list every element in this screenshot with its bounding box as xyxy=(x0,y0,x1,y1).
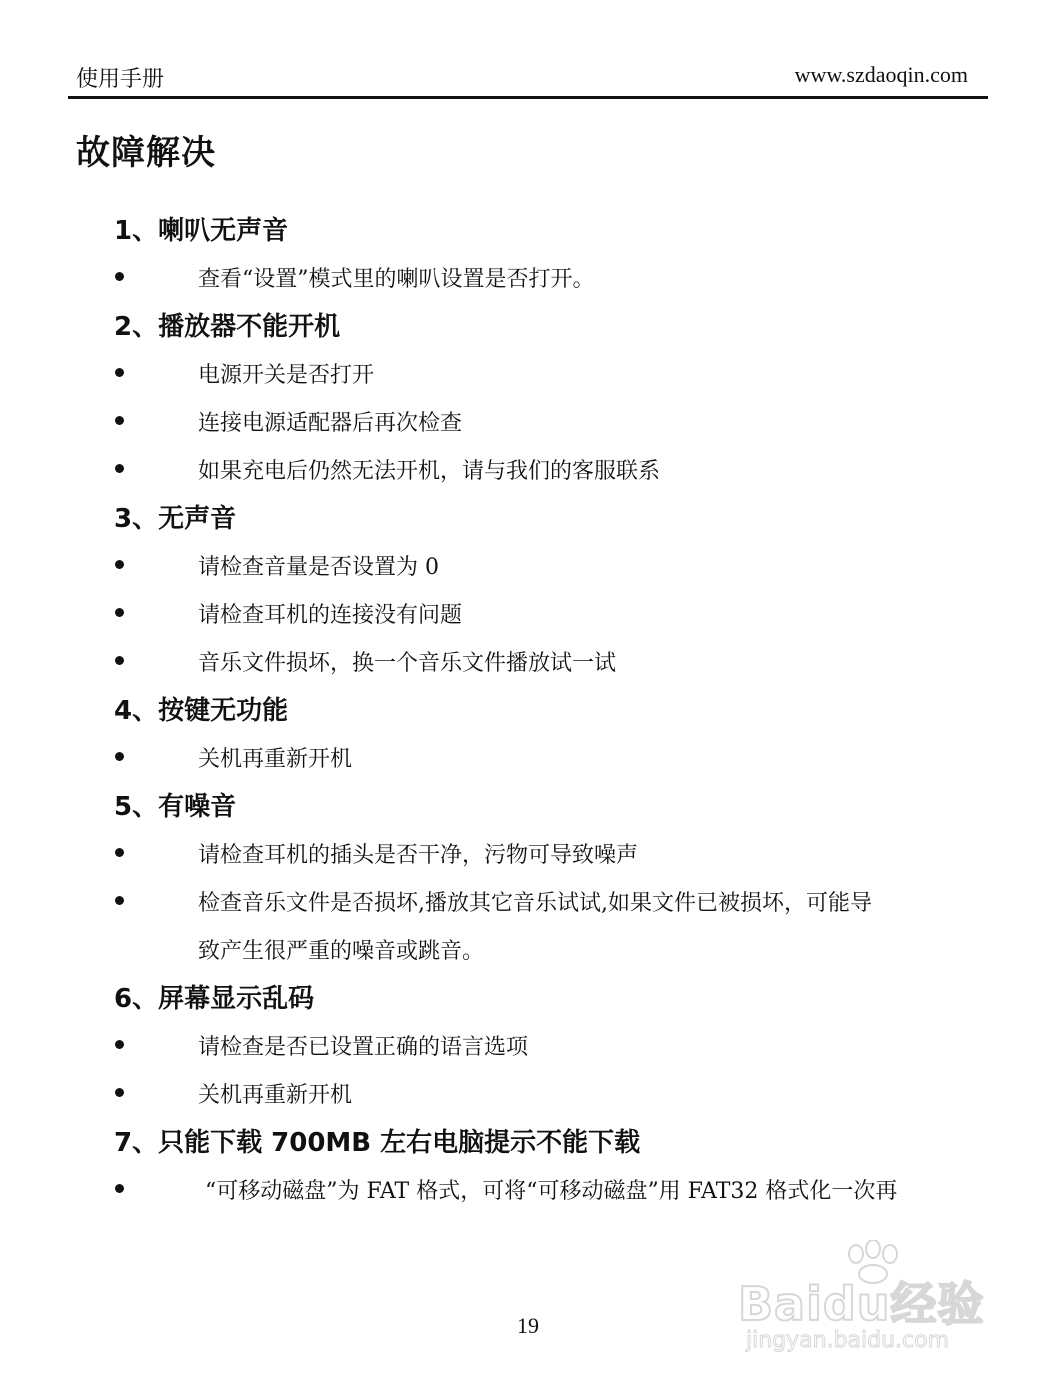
header-manual-label: 使用手册 xyxy=(76,67,165,92)
section-heading: 3、无声音 xyxy=(114,504,237,534)
watermark-logo: Baidu经验 xyxy=(738,1277,985,1331)
bullet-dot-icon xyxy=(115,368,124,377)
list-item-continuation: 致产生很严重的噪音或跳音。 xyxy=(198,939,485,964)
bullet-dot-icon xyxy=(115,608,124,617)
bullet-dot-icon xyxy=(115,416,124,425)
list-item: 关机再重新开机 xyxy=(198,747,353,772)
bullet-dot-icon xyxy=(115,656,124,665)
watermark-url: jingyan.baidu.com xyxy=(746,1328,950,1353)
bullet-dot-icon xyxy=(115,560,124,569)
section-heading: 7、只能下载 700MB 左右电脑提示不能下载 xyxy=(114,1128,641,1158)
list-item: 音乐文件损坏，换一个音乐文件播放试一试 xyxy=(198,651,617,676)
list-item: 连接电源适配器后再次检查 xyxy=(198,411,463,436)
section-heading: 2、播放器不能开机 xyxy=(114,312,341,342)
list-item: 请检查耳机的连接没有问题 xyxy=(198,603,463,628)
bullet-dot-icon xyxy=(115,1088,124,1097)
list-item: 如果充电后仍然无法开机，请与我们的客服联系 xyxy=(198,459,661,484)
page-title: 故障解决 xyxy=(76,133,216,173)
baidu-watermark xyxy=(738,1240,988,1360)
list-item: 查看“设置”模式里的喇叭设置是否打开。 xyxy=(198,267,595,292)
list-item: 请检查音量是否设置为 0 xyxy=(198,555,439,580)
bullet-dot-icon xyxy=(115,752,124,761)
page-number: 19 xyxy=(517,1313,539,1338)
section-heading: 5、有噪音 xyxy=(114,792,237,822)
section-heading: 4、按键无功能 xyxy=(114,696,289,726)
list-item: 关机再重新开机 xyxy=(198,1083,353,1108)
bullet-dot-icon xyxy=(115,272,124,281)
section-heading: 1、喇叭无声音 xyxy=(114,216,289,246)
page-header xyxy=(68,58,988,99)
list-item: 请检查耳机的插头是否干净，污物可导致噪声 xyxy=(198,843,639,868)
bullet-dot-icon xyxy=(115,848,124,857)
bullet-dot-icon xyxy=(115,1184,124,1193)
section-heading: 6、屏幕显示乱码 xyxy=(114,984,315,1014)
bullet-dot-icon xyxy=(115,896,124,905)
header-website: www.szdaoqin.com xyxy=(794,62,968,87)
list-item: 请检查是否已设置正确的语言选项 xyxy=(198,1035,529,1060)
bullet-dot-icon xyxy=(115,464,124,473)
list-item: “可移动磁盘”为 FAT 格式，可将“可移动磁盘”用 FAT32 格式化一次再 xyxy=(205,1179,898,1204)
list-item: 检查音乐文件是否损坏,播放其它音乐试试,如果文件已被损坏，可能导 xyxy=(198,891,872,916)
bullet-dot-icon xyxy=(115,1040,124,1049)
list-item: 电源开关是否打开 xyxy=(198,363,375,388)
